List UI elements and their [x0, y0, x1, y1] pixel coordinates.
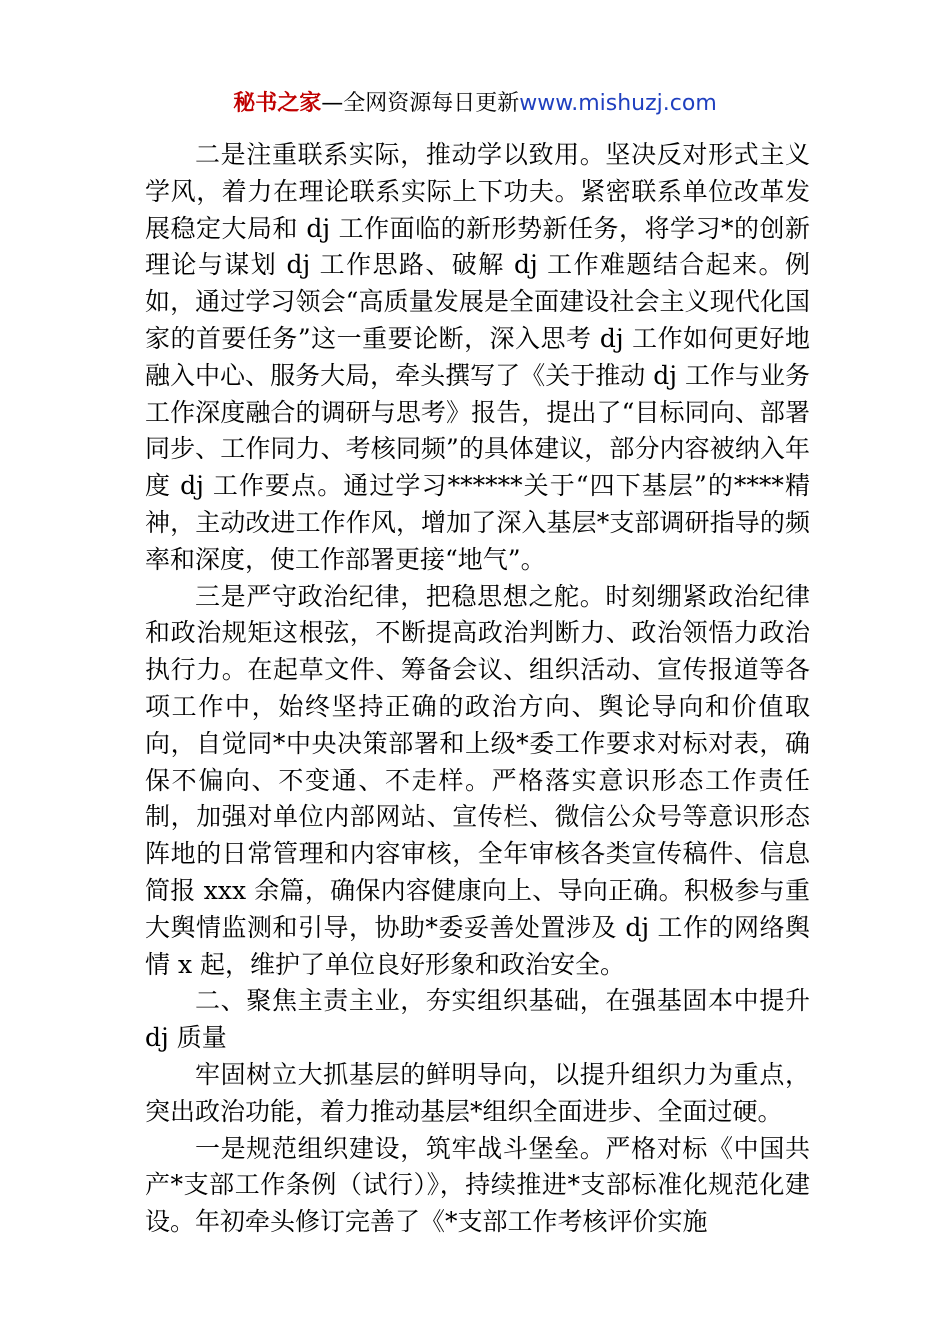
- paragraph: 一是规范组织建设，筑牢战斗堡垒。严格对标《中国共产*支部工作条例（试行）》，持续推进*支部标准化规范化建设。年初牵头修订完善了《*支部工作考核评价实施: [145, 1133, 810, 1237]
- header-url[interactable]: www.mishuzj.com: [519, 91, 717, 116]
- page-header: [0, 86, 950, 122]
- paragraph: 牢固树立大抓基层的鲜明导向，以提升组织力为重点，突出政治功能，着力推动基层*组织全面进步、全面过硬。: [145, 1059, 810, 1126]
- section-heading: 二、聚焦主责主业，夯实组织基础，在强基固本中提升 dj 质量: [145, 986, 810, 1053]
- paragraph: 二是注重联系实际，推动学以致用。坚决反对形式主义学风，着力在理论联系实际上下功夫。紧密联系单位改革发展稳定大局和 dj 工作面临的新形势新任务，将学习*的创新理论与谋划 dj 工作思路、破解 dj 工作难题结合起来。例如，通过学习领会“高质量发展是全面建设社会主义现代化国家的首要任务”这一重要论断，深入思考 dj 工作如何更好地融入中心、服务大局，牵头撰写了《关于推动 dj 工作与业务工作深度融合的调研与思考》报告，提出了“目标同向、部署同步、工作同力、考核同频”的具体建议，部分内容被纳入年度 dj 工作要点。通过学习******关于“四下基层”的****精神，主动改进工作作风，增加了深入基层*支部调研指导的频率和深度，使工作部署更接“地气”。: [145, 140, 810, 574]
- paragraph: 三是严守政治纪律，把稳思想之舵。时刻绷紧政治纪律和政治规矩这根弦，不断提高政治判断力、政治领悟力政治执行力。在起草文件、筹备会议、组织活动、宣传报道等各项工作中，始终坚持正确的政治方向、舆论导向和价值取向，自觉同*中央决策部署和上级*委工作要求对标对表，确保不偏向、不变通、不走样。严格落实意识形态工作责任制，加强对单位内部网站、宣传栏、微信公众号等意识形态阵地的日常管理和内容审核，全年审核各类宣传稿件、信息简报 xxx 余篇，确保内容健康向上、导向正确。积极参与重大舆情监测和引导，协助*委妥善处置涉及 dj 工作的网络舆情 x 起，维护了单位良好形象和政治安全。: [145, 581, 810, 979]
- header-brand: 秘书之家: [233, 91, 322, 116]
- document-body: [145, 137, 810, 1241]
- header-tagline: —全网资源每日更新: [321, 91, 520, 116]
